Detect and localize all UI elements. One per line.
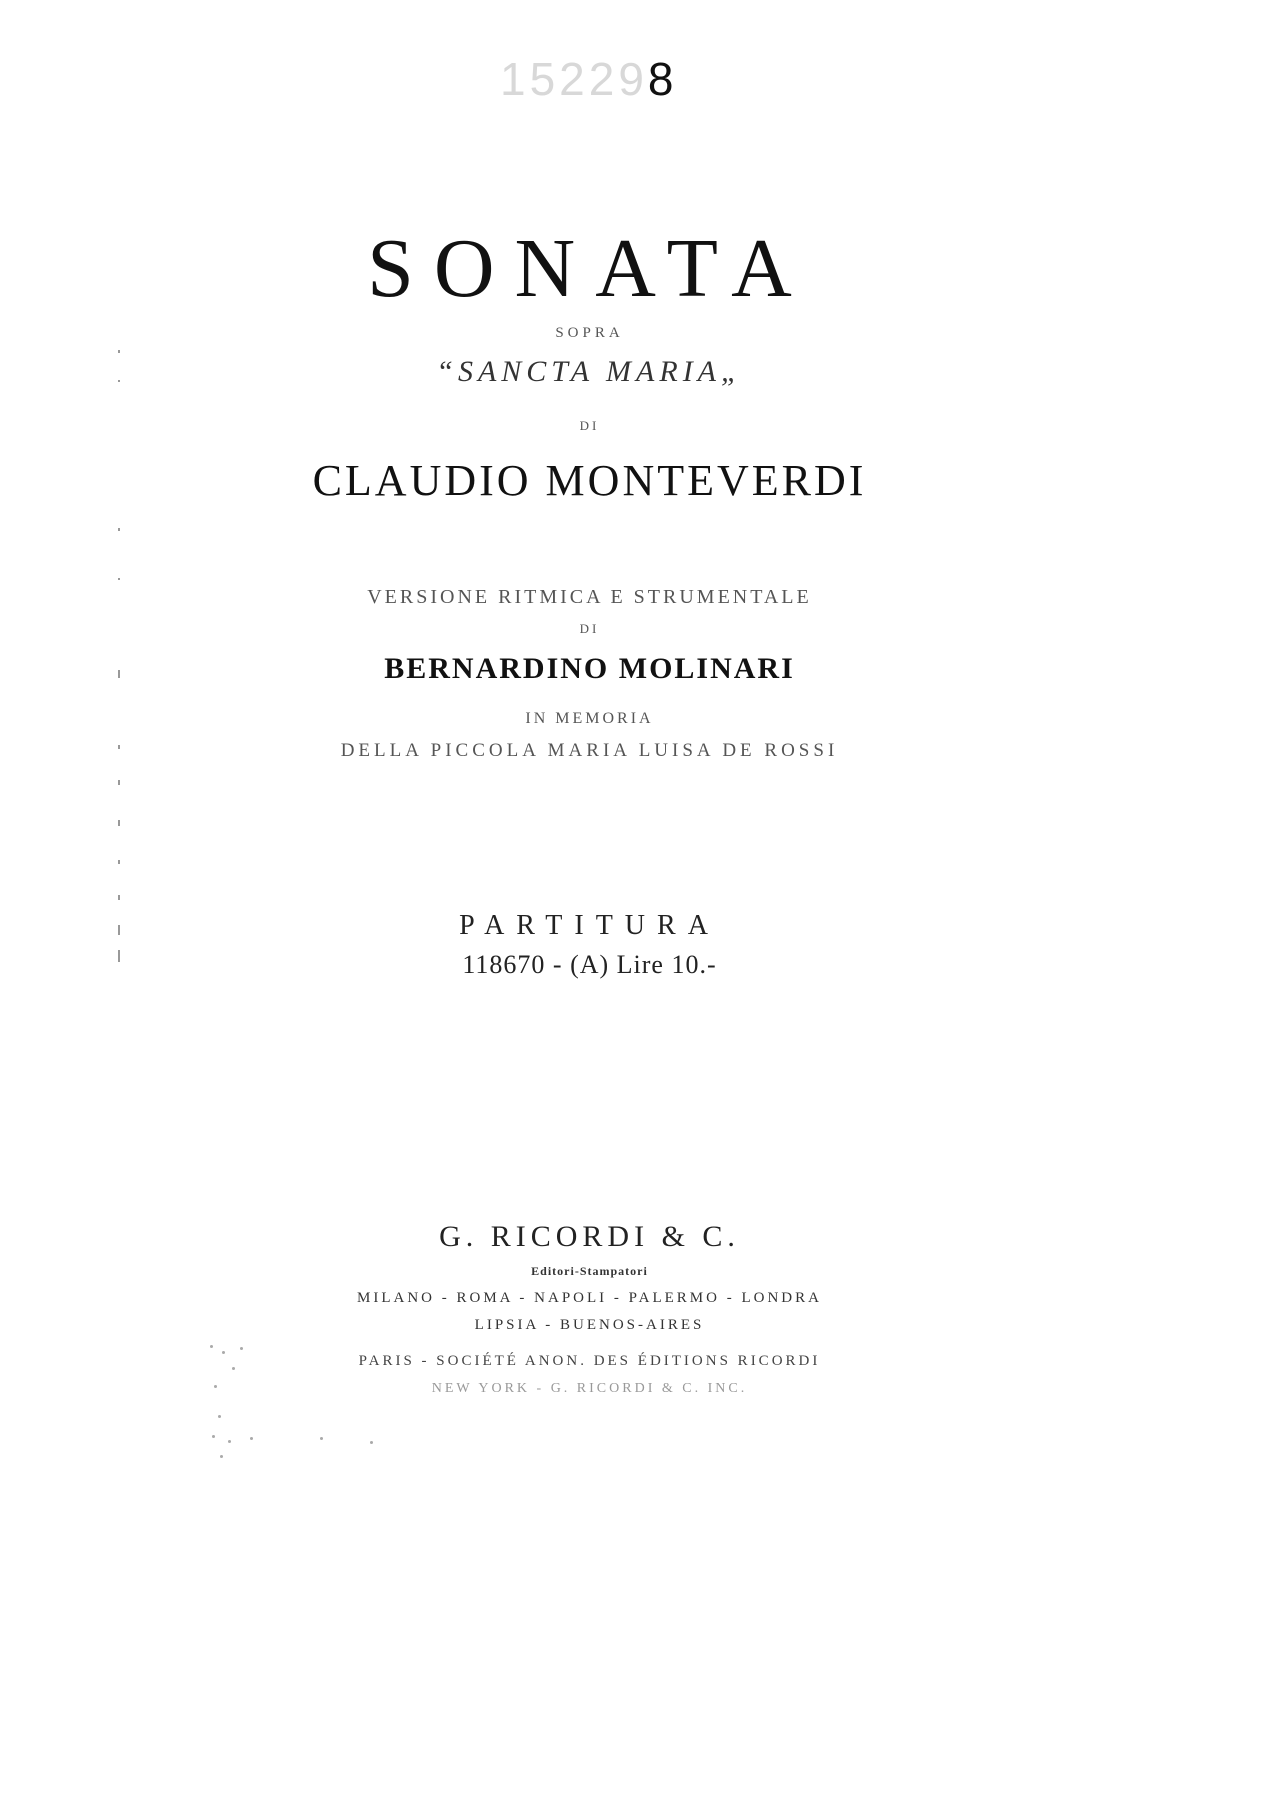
margin-scan-specks [118,350,124,990]
work-title: SONATA [367,222,812,315]
archive-stamp-number [500,52,678,106]
di-label-composer: DI [579,418,600,433]
publisher-cities-2: LIPSIA - BUENOS-AIRES [474,1317,705,1333]
arranger-name: BERNARDINO MOLINARI [384,652,795,685]
publisher-name: G. RICORDI & C. [439,1220,740,1253]
publisher-subtitle: Editori-Stampatori [531,1264,648,1278]
dedication: DELLA PICCOLA MARIA LUISA DE ROSSI [340,740,839,761]
publisher-newyork: NEW YORK - G. RICORDI & C. INC. [431,1381,748,1396]
catalog-price: 118670 - (A) Lire 10.- [462,950,717,979]
stamp-faded-digits: 15229 [500,53,648,105]
publisher-paris: PARIS - SOCIÉTÉ ANON. DES ÉDITIONS RICORDI [358,1353,821,1369]
edition-type: PARTITURA [459,910,720,941]
composer-name: CLAUDIO MONTEVERDI [312,456,867,505]
version-description: VERSIONE RITMICA E STRUMENTALE [367,586,812,608]
memoria-label: IN MEMORIA [525,710,654,727]
di-label-arranger: DI [579,621,600,636]
sopra-label: SOPRA [555,325,624,341]
publisher-cities-1: MILANO - ROMA - NAPOLI - PALERMO - LONDRA [357,1290,822,1306]
scan-smudge [210,1345,390,1475]
stamp-last-digit: 8 [647,53,678,105]
work-subject: “SANCTA MARIA„ [436,355,743,388]
